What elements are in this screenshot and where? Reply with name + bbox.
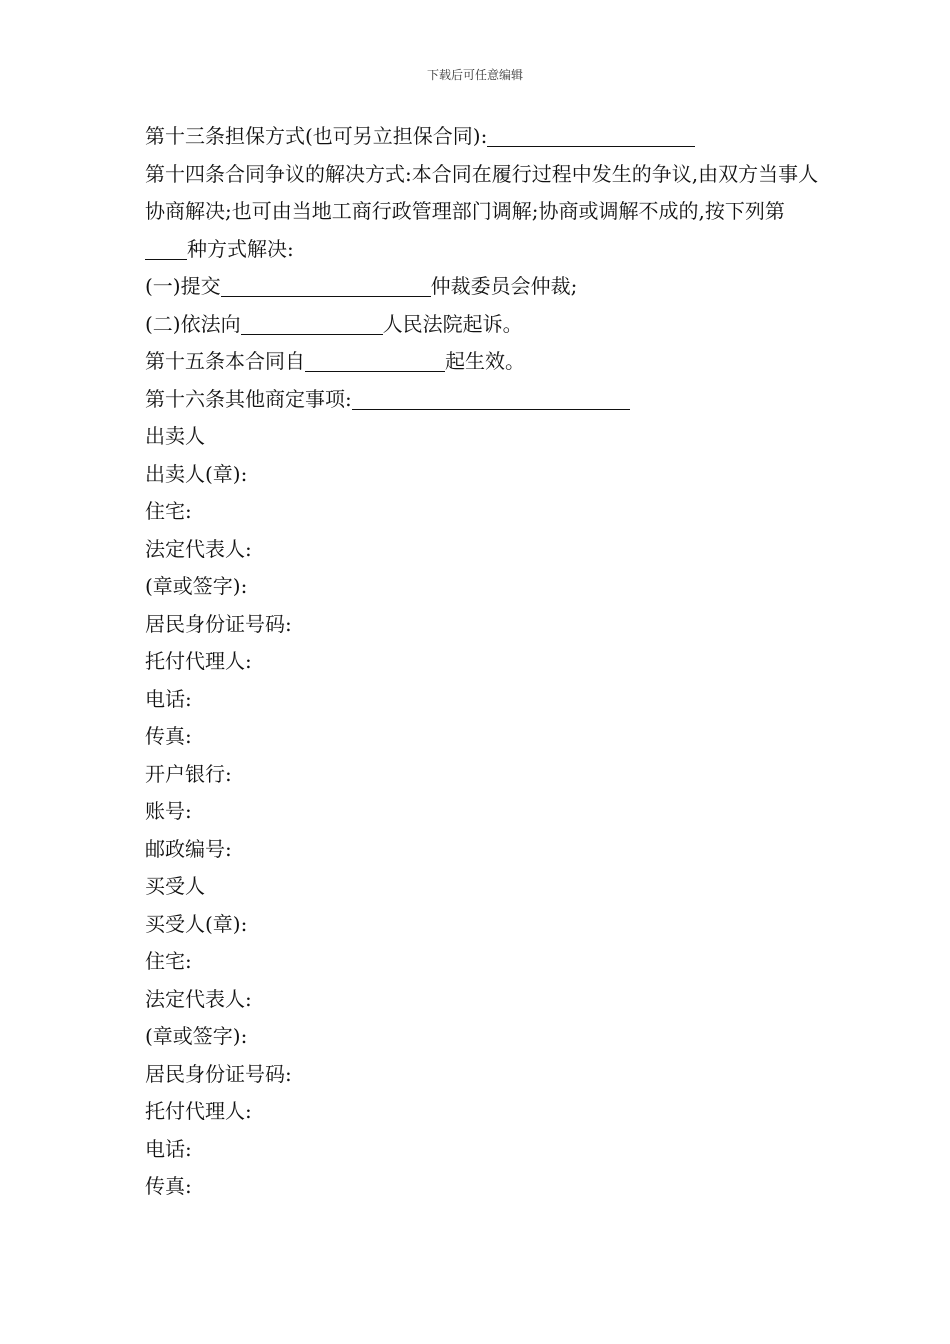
seller-field: 居民身份证号码:: [145, 611, 292, 636]
seller-field: 传真:: [145, 724, 192, 748]
seller-field: 法定代表人:: [145, 536, 252, 561]
option-1-prefix: (一)提交: [145, 274, 221, 298]
buyer-field: 传真:: [145, 1174, 192, 1198]
arbitration-committee-blank[interactable]: [221, 274, 431, 297]
clause-13-label: 第十三条担保方式(也可另立担保合同):: [145, 124, 488, 148]
buyer-field: 买受人(章):: [145, 911, 248, 936]
buyer-field: (章或签字):: [145, 1024, 248, 1048]
contract-body: [145, 118, 825, 1206]
clause-16-label: 第十六条其他商定事项:: [145, 386, 352, 411]
clause-15-suffix: 起生效。: [445, 349, 525, 373]
court-blank[interactable]: [241, 312, 383, 335]
option-2-prefix: (二)依法向: [145, 311, 241, 336]
option-court: [145, 306, 825, 344]
seller-field: 托付代理人:: [145, 649, 252, 673]
buyer-field: 住宅:: [145, 949, 192, 973]
option-arbitration: [145, 268, 825, 306]
page-header: 下载后可任意编辑: [426, 68, 523, 82]
seller-field: (章或签字):: [145, 574, 248, 598]
seller-field: 邮政编号:: [145, 836, 232, 861]
clause-14-tail: 种方式解决:: [187, 236, 294, 261]
seller-title: 出卖人: [145, 424, 205, 448]
option-2-suffix: 人民法院起诉。: [382, 311, 523, 336]
guarantee-blank[interactable]: [487, 124, 695, 147]
seller-field: 开户银行:: [145, 761, 232, 786]
option-1-suffix: 仲裁委员会仲裁;: [430, 274, 578, 298]
clause-14-text: 第十四条合同争议的解决方式:本合同在履行过程中发生的争议,由双方当事人协商解决;也可由当地工商行政管理部门调解;协商或调解不成的,按下列第: [145, 161, 819, 223]
buyer-field: 托付代理人:: [145, 1099, 252, 1123]
seller-field: 电话:: [145, 686, 192, 711]
seller-field: 账号:: [145, 799, 192, 823]
clause-14: [145, 156, 825, 269]
seller-field: 出卖人(章):: [145, 461, 248, 486]
buyer-field: 法定代表人:: [145, 986, 252, 1011]
clause-15-prefix: 第十五条本合同自: [145, 349, 305, 373]
other-matters-blank[interactable]: [352, 387, 630, 410]
buyer-field: 居民身份证号码:: [145, 1061, 292, 1086]
buyer-field: 电话:: [145, 1136, 192, 1161]
effective-date-blank[interactable]: [305, 349, 445, 372]
buyer-title: 买受人: [145, 874, 205, 898]
seller-field: 住宅:: [145, 499, 192, 523]
method-number-blank[interactable]: [145, 237, 187, 260]
clause-16: [145, 381, 825, 419]
clause-15: [145, 343, 825, 381]
clause-13: [145, 118, 825, 156]
